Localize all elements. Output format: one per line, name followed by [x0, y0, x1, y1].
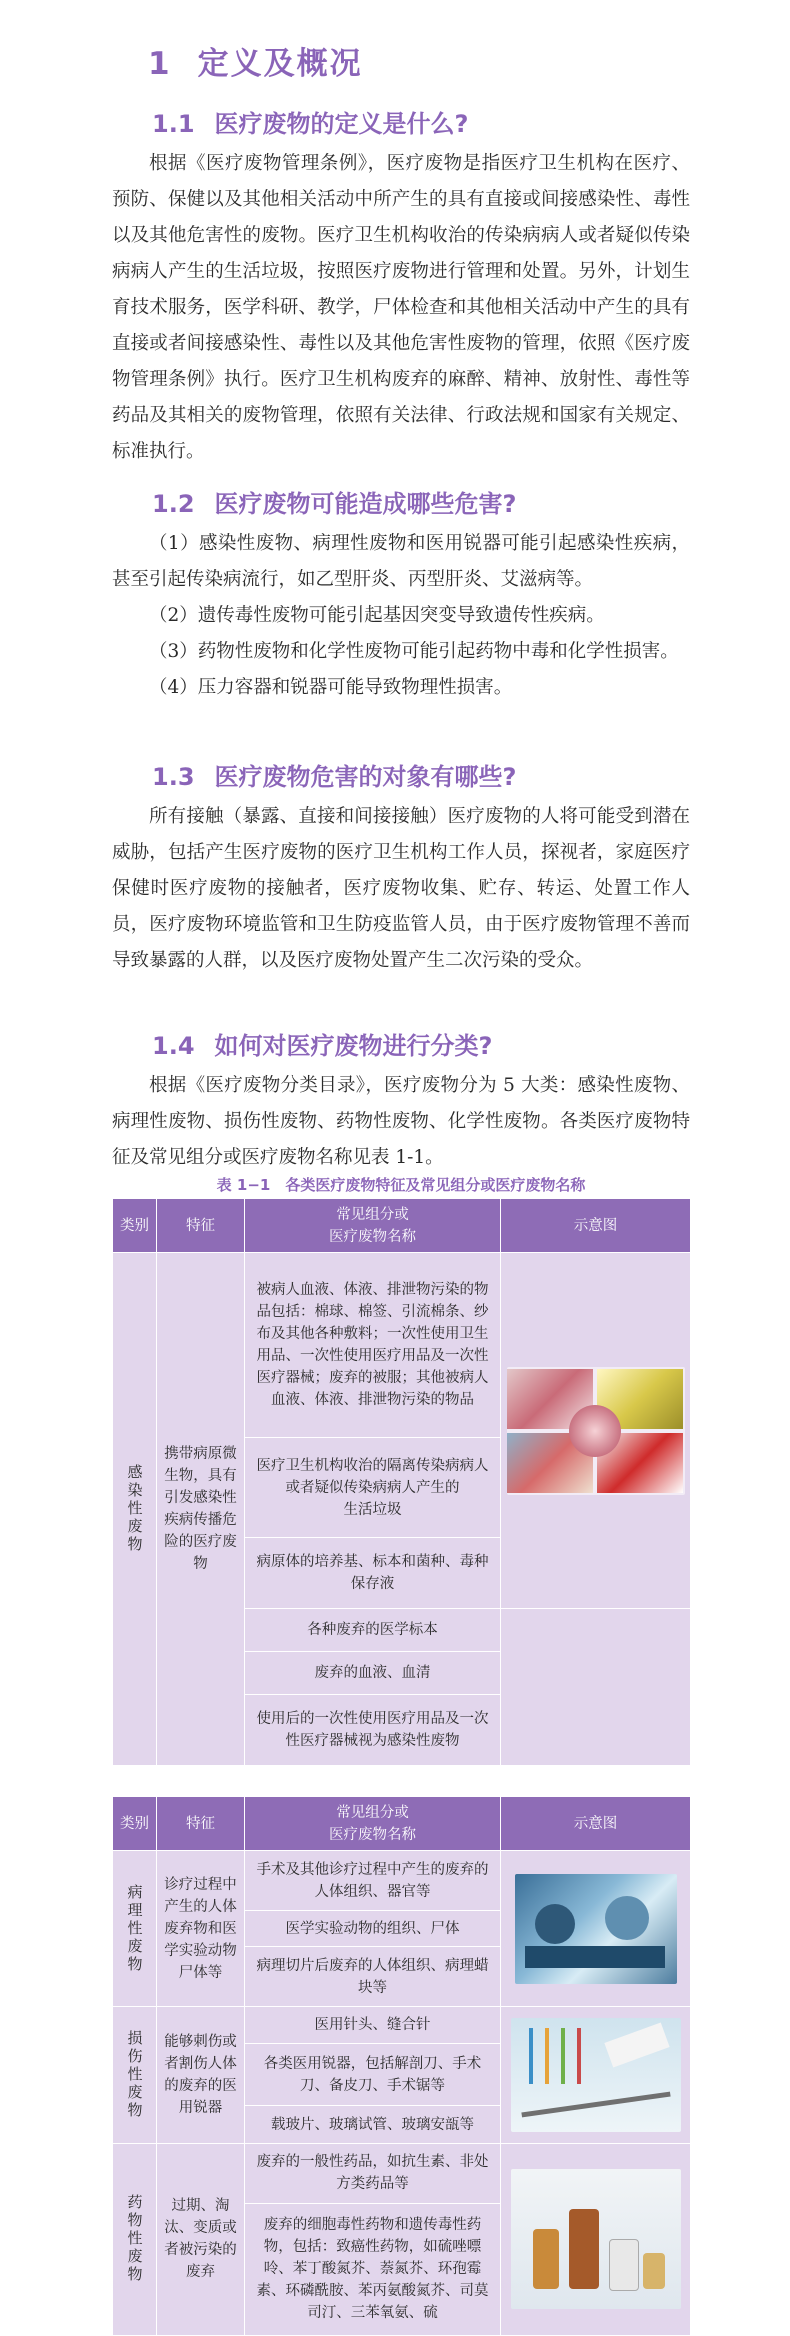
- petri-dish-icon: [569, 1405, 621, 1457]
- section-title: 医疗废物可能造成哪些危害?: [214, 490, 517, 518]
- section-heading-1-1: [152, 104, 468, 139]
- image-cell: [501, 2007, 691, 2144]
- component-cell: 废弃的血液、血清: [245, 1652, 501, 1695]
- paragraph: 所有接触（暴露、直接和间接接触）医疗废物的人将可能受到潜在威胁，包括产生医疗废物的医疗卫生机构工作人员，探视者，家庭医疗保健时医疗废物的接触者，医疗废物收集、贮存、转运、处置工作人员，医疗废物环境监管和卫生防疫监管人员，由于医疗废物管理不善而导致暴露的人群，以及医疗废物处置产生二次污染的受众。: [112, 806, 690, 971]
- bottle-icon: [533, 2229, 559, 2289]
- feature-sharps: 能够刺伤或者割伤人体的废弃的医用锐器: [157, 2007, 245, 2144]
- header-image: 示意图: [501, 1199, 691, 1253]
- chapter-number: 1: [148, 46, 172, 82]
- paragraph: （3）药物性废物和化学性废物可能引起药物中毒和化学性损害。: [149, 641, 679, 662]
- component-cell: 医学实验动物的组织、尸体: [245, 1911, 501, 1947]
- component-cell: 各种废弃的医学标本: [245, 1609, 501, 1652]
- component-cell: 手术及其他诊疗过程中产生的废弃的人体组织、器官等: [245, 1851, 501, 1911]
- scalpel-icon: [604, 2022, 669, 2067]
- component-cell: 废弃的一般性药品，如抗生素、非处方类药品等: [245, 2143, 501, 2203]
- section-heading-1-4: [152, 1026, 492, 1061]
- paragraph: （4）压力容器和锐器可能导致物理性损害。: [149, 677, 513, 698]
- sharps-photo: [511, 2018, 681, 2132]
- paragraph: （2）遗传毒性废物可能引起基因突变导致遗传性疾病。: [149, 605, 605, 626]
- component-cell: 病理切片后废弃的人体组织、病理蜡块等: [245, 1947, 501, 2007]
- needle-icon: [577, 2028, 581, 2084]
- chapter-title: 定义及概况: [197, 46, 363, 82]
- section-number: 1.4: [152, 1032, 195, 1060]
- header-category: 类别: [113, 1199, 157, 1253]
- section-body-1-1: [112, 146, 690, 470]
- component-cell: 各类医用锐器，包括解剖刀、手术刀、备皮刀、手术锯等: [245, 2044, 501, 2106]
- bottle-icon: [569, 2209, 599, 2289]
- section-heading-1-3: [152, 757, 516, 792]
- component-cell: 废弃的细胞毒性药物和遗传毒性药物，包括：致癌性药物，如硫唑嘌呤、苯丁酸氮芥、萘氮芥、环孢霉素、环磷酰胺、苯丙氨酸氮芥、司莫司汀、三苯氧氨、硫: [245, 2203, 501, 2335]
- component-cell: 病原体的培养基、标本和菌种、毒种保存液: [245, 1538, 501, 1609]
- section-title: 医疗废物危害的对象有哪些?: [214, 763, 517, 791]
- feature-pharmaceutical: 过期、淘汰、变质或者被污染的废弃: [157, 2143, 245, 2335]
- feature-pathological: 诊疗过程中产生的人体废弃物和医学实验动物尸体等: [157, 1851, 245, 2007]
- category-pathological: 病理性废物: [113, 1851, 157, 2007]
- component-cell: 医用针头、缝合针: [245, 2007, 501, 2044]
- drugs-photo: [511, 2169, 681, 2309]
- category-sharps: 损伤性废物: [113, 2007, 157, 2144]
- surgeon-figure: [535, 1904, 575, 1944]
- table-caption: 表 1−1 各类医疗废物特征及常见组分或医疗废物名称: [216, 1176, 586, 1194]
- image-cell: [501, 1851, 691, 2007]
- bottle-icon: [643, 2253, 665, 2289]
- category-infectious: 感染性废物: [113, 1253, 157, 1766]
- surgery-photo: [515, 1874, 677, 1984]
- header-feature: 特征: [157, 1199, 245, 1253]
- header-components: 常见组分或 医疗废物名称: [245, 1797, 501, 1851]
- section-body-1-4: [112, 1068, 690, 1176]
- component-cell: 医疗卫生机构收治的隔离传染病病人或者疑似传染病病人产生的 生活垃圾: [245, 1438, 501, 1538]
- image-cell: [501, 2143, 691, 2335]
- needle-icon: [529, 2028, 533, 2084]
- component-cell: 使用后的一次性使用医疗用品及一次性医疗器械视为感染性废物: [245, 1694, 501, 1765]
- header-components: 常见组分或 医疗废物名称: [245, 1199, 501, 1253]
- section-title: 医疗废物的定义是什么?: [214, 110, 469, 138]
- scalpel-icon: [521, 2092, 670, 2118]
- paragraph: 根据《医疗废物管理条例》，医疗废物是指医疗卫生机构在医疗、预防、保健以及其他相关活动中所产生的具有直接或间接感染性、毒性以及其他危害性的废物。医疗卫生机构收治的传染病病人或者疑似传染病病人产生的生活垃圾，按照医疗废物进行管理和处置。另外，计划生育技术服务，医学科研、教学，尸体检查和其他相关活动中产生的具有直接或者间接感染性、毒性以及其他危害性废物的管理，依照《医疗废物管理条例》执行。医疗卫生机构废弃的麻醉、精神、放射性、毒性等药品及其相关的废物管理，依照有关法律、行政法规和国家有关规定、标准执行。: [112, 153, 690, 462]
- section-heading-1-2: [152, 484, 516, 519]
- surgeon-figure: [605, 1896, 649, 1940]
- bottle-icon: [609, 2239, 639, 2291]
- component-cell: 被病人血液、体液、排泄物污染的物品包括：棉球、棉签、引流棉条、纱布及其他各种敷料；一次性使用卫生用品、一次性使用医疗用品及一次性医疗器械；废弃的被服；其他被病人血液、体液、排泄物污染的物品: [245, 1253, 501, 1438]
- waste-table-part1: [112, 1198, 691, 1766]
- header-image: 示意图: [501, 1797, 691, 1851]
- image-cell: [501, 1253, 691, 1609]
- image-cell-empty: [501, 1609, 691, 1766]
- waste-table-part2: [112, 1796, 691, 2336]
- operating-table: [525, 1946, 665, 1968]
- feature-infectious: 携带病原微生物，具有引发感染性疾病传播危险的医疗废物: [157, 1253, 245, 1766]
- section-number: 1.2: [152, 490, 195, 518]
- needle-icon: [545, 2028, 549, 2084]
- paragraph: 根据《医疗废物分类目录》，医疗废物分为 5 大类：感染性废物、病理性废物、损伤性废物、药物性废物、化学性废物。各类医疗废物特征及常见组分或医疗废物名称见表 1-1。: [112, 1075, 690, 1168]
- section-body-1-3: [112, 799, 690, 979]
- header-category: 类别: [113, 1797, 157, 1851]
- needle-icon: [561, 2028, 565, 2084]
- section-number: 1.3: [152, 763, 195, 791]
- section-title: 如何对医疗废物进行分类?: [214, 1032, 493, 1060]
- component-cell: 载玻片、玻璃试管、玻璃安瓿等: [245, 2106, 501, 2143]
- section-number: 1.1: [152, 110, 195, 138]
- paragraph: （1）感染性废物、病理性废物和医用锐器可能引起感染性疾病，甚至引起传染病流行，如乙型肝炎、丙型肝炎、艾滋病等。: [112, 533, 690, 590]
- chapter-heading: [148, 38, 363, 83]
- infectious-waste-photo: [507, 1367, 685, 1495]
- header-feature: 特征: [157, 1797, 245, 1851]
- section-body-1-2: [112, 526, 690, 706]
- category-pharmaceutical: 药物性废物: [113, 2143, 157, 2335]
